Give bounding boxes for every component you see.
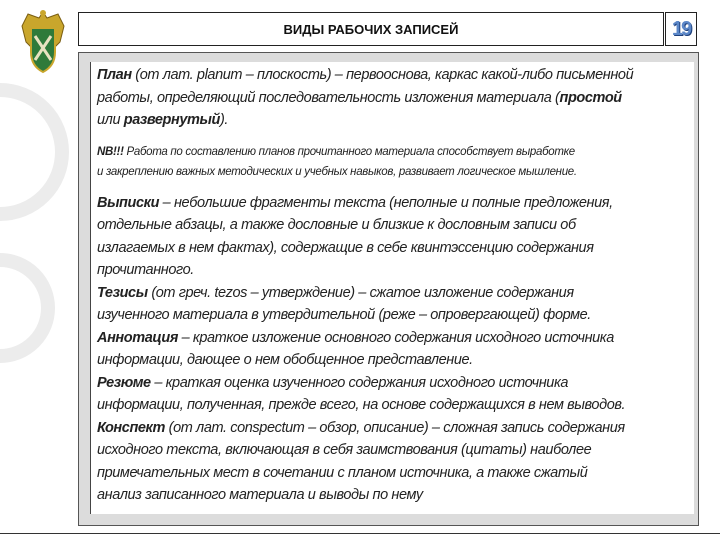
- term-bold: развернутый: [123, 112, 220, 128]
- term-bold: Резюме: [97, 374, 151, 391]
- text-line: [97, 259, 686, 282]
- text-segment: (от греч. tezos – утверждение) – сжатое изложение содержания: [147, 284, 574, 301]
- text-segment: (от лат. planum – плоскость): [131, 67, 335, 83]
- text-line: [97, 214, 686, 237]
- text-line: [97, 349, 686, 372]
- text-segment: – небольшие фрагменты текста (неполные и полные предложения,: [159, 194, 613, 211]
- text-segment: отдельные абзацы, а также дословные и близкие к дословным записи об: [97, 217, 576, 233]
- text-segment: и закреплению важных методических и учебных навыков, развивает логическое мышление.: [97, 165, 577, 178]
- text-line: [97, 372, 686, 395]
- text-line: [97, 109, 686, 132]
- text-line: [97, 64, 686, 87]
- text-segment: прочитанного.: [97, 262, 194, 278]
- divider: [0, 533, 720, 534]
- text-segment: – краткое изложение основного содержания исходного источника: [177, 329, 614, 346]
- text-segment: примечательных мест в сочетании с планом источника, а также сжатый: [97, 464, 588, 481]
- text-segment: изученного материала в утвердительной (реже – опровергающей) форме.: [97, 307, 591, 323]
- text-segment: излагаемых в нем фактах), содержащие в себе квинтэссенцию содержания: [97, 239, 594, 256]
- page-number: 19: [671, 17, 691, 40]
- text-line: [97, 439, 686, 462]
- slide-title: ВИДЫ РАБОЧИХ ЗАПИСЕЙ: [78, 12, 664, 46]
- text-line: [97, 192, 686, 215]
- paragraph: [97, 142, 686, 182]
- term-bold: Аннотация: [97, 329, 178, 346]
- term-bold: Выписки: [97, 194, 160, 211]
- paragraph-gap: [97, 182, 686, 192]
- text-line: [97, 327, 686, 350]
- term-bold: простой: [559, 89, 622, 106]
- text-line: [97, 87, 686, 110]
- emblem-icon: [18, 8, 68, 74]
- text-segment: ).: [219, 112, 229, 128]
- text-line: [97, 142, 686, 162]
- term-bold: Тезисы: [97, 284, 148, 301]
- text-segment: –: [334, 67, 343, 83]
- text-line: [97, 462, 686, 485]
- text-line: [97, 304, 686, 327]
- text-segment: (от лат. conspectum – обзор, описание) – сложная запись содержания: [165, 419, 625, 436]
- text-line: [97, 282, 686, 305]
- paragraph: [97, 64, 686, 132]
- text-line: [97, 162, 686, 182]
- text-segment: Работа по составлению планов прочитанного материала способствует выработке: [123, 145, 575, 158]
- text-segment: информации, дающее о нем обобщенное представление.: [97, 352, 473, 368]
- page-number-box: [665, 12, 697, 46]
- text-segment: работы, определяющий последовательность изложения материала (: [97, 89, 560, 106]
- text-line: [97, 237, 686, 260]
- text-line: [97, 484, 686, 507]
- term-bold: NB!!!: [97, 145, 124, 158]
- decorative-rings: [0, 70, 90, 390]
- text-segment: – краткая оценка изученного содержания исходного источника: [150, 374, 569, 391]
- text-segment: информации, полученная, прежде всего, на основе содержащихся в нем выводов.: [97, 397, 626, 413]
- text-line: [97, 394, 686, 417]
- text-line: [97, 417, 686, 440]
- paragraph-gap: [97, 132, 686, 142]
- term-bold: План: [97, 67, 132, 83]
- text-segment: анализ записанного материала и выводы по нему: [97, 487, 423, 503]
- text-segment: исходного текста, включающая в себя заимствования (цитаты) наиболее: [97, 442, 592, 458]
- paragraph: [97, 192, 686, 507]
- content-text-area: [90, 62, 694, 514]
- text-segment: или: [97, 112, 124, 128]
- term-bold: Конспект: [97, 419, 166, 436]
- text-segment: первооснова, каркас какой-либо письменной: [342, 67, 634, 83]
